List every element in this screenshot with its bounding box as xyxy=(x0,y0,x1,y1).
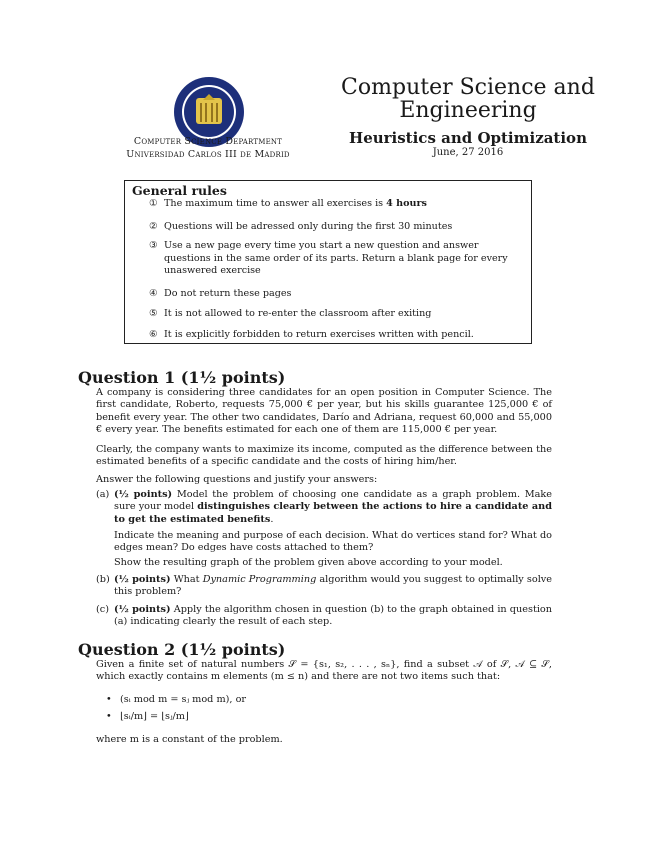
question-1-paragraph: Clearly, the company wants to maximize its income, computed as the difference between the estimated benefits of a specific candidate and the costs of hiring him/her. xyxy=(96,444,552,468)
question-1a xyxy=(96,489,552,526)
question-1b xyxy=(96,574,552,599)
rule-number: ① xyxy=(149,198,158,209)
item-label: (a) xyxy=(96,489,110,500)
points-label: (½ points) xyxy=(114,489,173,500)
question-1-instructions: Answer the following questions and justify your answers: xyxy=(96,474,378,485)
question-2-heading: Question 2 (1½ points) xyxy=(78,640,286,659)
item-label: (b) xyxy=(96,574,110,585)
university-name: Universidad Carlos III de Madrid xyxy=(126,149,290,160)
department-block xyxy=(88,135,328,161)
rule-item xyxy=(149,221,509,234)
course-name: Heuristics and Optimization xyxy=(349,129,587,147)
rule-bold-text: 4 hours xyxy=(386,198,427,209)
general-rules-box xyxy=(124,180,532,344)
rule-number: ⑤ xyxy=(149,308,158,319)
exam-title: Computer Science and Engineering xyxy=(341,75,595,123)
bullet-text: ⌊sᵢ/m⌋ = ⌊sⱼ/m⌋ xyxy=(120,711,189,722)
rule-item xyxy=(149,288,509,301)
bullet-icon: • xyxy=(106,694,112,705)
item-text: . xyxy=(270,513,274,525)
rule-item xyxy=(149,240,509,278)
question-1c xyxy=(96,604,552,629)
rule-text: Questions will be adressed only during the first 30 minutes xyxy=(164,221,453,232)
rule-number: ④ xyxy=(149,288,158,299)
item-text: Model the problem of choosing one candidate as a graph problem. Make sure your model xyxy=(114,489,553,513)
points-label: (½ points) xyxy=(114,574,171,585)
item-bold-text: distinguishes clearly between the actions to hire a candidate and to get the estimated benefits xyxy=(114,501,552,525)
item-text: Show the resulting graph of the problem given above according to your model. xyxy=(114,557,503,568)
rule-item xyxy=(149,198,509,211)
department-name: Computer Science Department xyxy=(133,136,283,147)
question-1-paragraph: A company is considering three candidates for an open position in Computer Science. The first candidate, Roberto, requests 75,000 € per year, but his skills guarantee 125,000 € of benefit every year. The other two candidates, Darío and Adriana, request 60,000 and 55,000 € every year. The benefits estimated for each one of them are 115,000 € per year. xyxy=(96,387,552,435)
item-text: Apply the algorithm chosen in question (b) to the graph obtained in question (a) indicating clearly the result of each step. xyxy=(114,604,553,628)
rule-item xyxy=(149,329,509,342)
rule-text: It is not allowed to re-enter the classroom after exiting xyxy=(164,308,432,319)
rule-text: Use a new page every time you start a new question and answer questions in the same order of its parts. Return a blank page for every unaswered exercise xyxy=(164,240,508,276)
question-2-paragraph: where m is a constant of the problem. xyxy=(96,734,283,745)
list-item xyxy=(106,711,189,723)
item-text: What xyxy=(170,574,203,585)
question-2-paragraph: Given a finite set of natural numbers 𝒮 = {s₁, s₂, . . . , sₙ}, find a subset 𝒜 of 𝒮, 𝒜 ⊆ 𝒮, which exactly contains m elements (m ≤ n) and there are not two items such that: xyxy=(96,659,552,683)
question-1a-paragraph xyxy=(96,530,552,555)
rule-text: It is explicitly forbidden to return exercises written with pencil. xyxy=(164,329,474,340)
item-italic-text: Dynamic Programming xyxy=(202,574,317,585)
exam-date: June, 27 2016 xyxy=(432,147,504,158)
rule-number: ③ xyxy=(149,240,158,251)
rule-item xyxy=(149,308,509,321)
question-1-heading: Question 1 (1½ points) xyxy=(78,368,286,387)
bullet-icon: • xyxy=(106,711,112,722)
item-text: Indicate the meaning and purpose of each decision. What do vertices stand for? What do edges mean? Do edges have costs attached to them? xyxy=(114,530,552,554)
item-label: (c) xyxy=(96,604,109,615)
rule-text: The maximum time to answer all exercises is xyxy=(164,198,387,209)
bullet-text: (sᵢ mod m = sⱼ mod m), or xyxy=(120,694,247,705)
question-1a-paragraph xyxy=(96,557,552,569)
rule-text: Do not return these pages xyxy=(164,288,292,299)
item-text: algorithm would you suggest to optimally solve this problem? xyxy=(114,574,552,598)
points-label: (½ points) xyxy=(114,604,171,615)
list-item xyxy=(106,694,246,706)
rules-title: General rules xyxy=(132,183,227,198)
rule-number: ② xyxy=(149,221,158,232)
rule-number: ⑥ xyxy=(149,329,158,340)
